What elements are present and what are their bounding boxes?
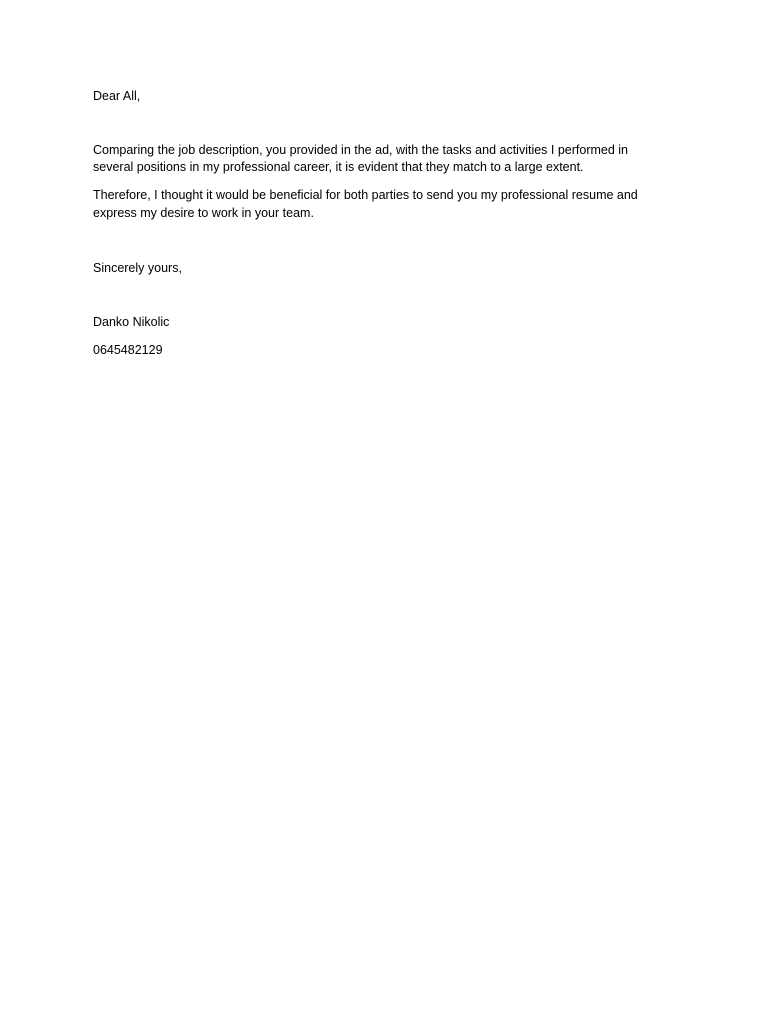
body-paragraph-2-line-1: Therefore, I thought it would be beneficial for both parties to send you my professional resume and — [93, 188, 638, 202]
closing: Sincerely yours, — [93, 261, 182, 275]
signature-name: Danko Nikolic — [93, 315, 170, 329]
body-paragraph-1-line-1: Comparing the job description, you provided in the ad, with the tasks and activities I performed in — [93, 143, 629, 157]
body-paragraph-2-line-2: express my desire to work in your team. — [93, 206, 314, 220]
body-paragraph-1-line-2: several positions in my professional career, it is evident that they match to a large extent. — [93, 160, 584, 174]
phone-number: 0645482129 — [93, 343, 163, 357]
salutation: Dear All, — [93, 89, 141, 103]
